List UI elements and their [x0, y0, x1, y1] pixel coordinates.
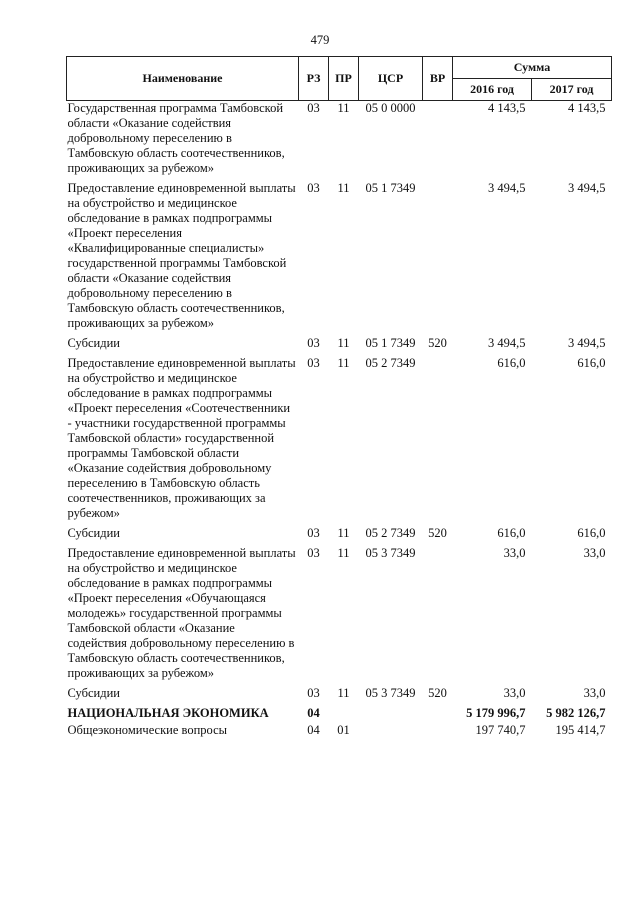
row-pr: 11 — [337, 546, 350, 560]
row-rz: 03 — [307, 546, 320, 560]
table-row — [67, 526, 612, 546]
row-csr: 05 1 7349 — [365, 336, 416, 350]
row-sum-2016: 3 494,5 — [488, 336, 526, 350]
row-pr: 01 — [337, 723, 350, 737]
row-vr: 520 — [428, 526, 447, 540]
row-rz: 03 — [307, 686, 320, 700]
row-sum-2017: 33,0 — [583, 546, 606, 560]
header-year-2016: 2016 год — [453, 79, 532, 101]
row-csr: 05 3 7349 — [365, 546, 416, 560]
row-name: Предоставление единовременной выплаты на обустройство и медицинское обследование в рамках подпрограммы «Проект переселения «Квалифицированные специалисты» государственной программы Тамбовской области «Оказание содействия добровольному переселению в Тамбовскую область соотечественников, проживающих за рубежом» — [67, 181, 296, 330]
row-sum-2016: 5 179 996,7 — [466, 706, 526, 720]
row-name: Общеэкономические вопросы — [67, 723, 228, 737]
row-sum-2017: 195 414,7 — [555, 723, 606, 737]
row-name: Субсидии — [67, 336, 120, 350]
row-csr: 05 1 7349 — [365, 181, 416, 195]
row-rz: 03 — [307, 336, 320, 350]
row-pr: 11 — [337, 336, 350, 350]
row-name: Предоставление единовременной выплаты на обустройство и медицинское обследование в рамках подпрограммы «Проект переселения «Соотечественники - участники государственной программы Тамбовской области» государственной программы Тамбовской области «Оказание содействия добровольному переселению в Тамбовскую область соотечественников, проживающих за рубежом» — [67, 356, 296, 520]
row-csr — [359, 723, 423, 743]
header-year-2017: 2017 год — [532, 79, 612, 101]
row-rz: 04 — [307, 723, 320, 737]
header-sum: Сумма — [453, 57, 612, 79]
row-sum-2017: 5 982 126,7 — [546, 706, 606, 720]
row-vr — [423, 181, 453, 336]
row-sum-2016: 4 143,5 — [488, 101, 526, 115]
table-row — [67, 356, 612, 526]
row-sum-2017: 33,0 — [583, 686, 606, 700]
row-vr — [423, 356, 453, 526]
row-sum-2016: 616,0 — [497, 526, 526, 540]
table-row — [67, 181, 612, 336]
row-sum-2016: 33,0 — [503, 546, 526, 560]
row-rz: 03 — [307, 356, 320, 370]
row-csr — [359, 706, 423, 723]
row-sum-2016: 616,0 — [497, 356, 526, 370]
table-row — [67, 723, 612, 743]
header-pr: ПР — [329, 57, 359, 101]
row-name: Субсидии — [67, 526, 120, 540]
row-sum-2017: 616,0 — [577, 526, 606, 540]
table-row — [67, 336, 612, 356]
row-rz: 04 — [307, 706, 320, 720]
table-row — [67, 706, 612, 723]
row-sum-2016: 197 740,7 — [475, 723, 526, 737]
table-row — [67, 686, 612, 706]
header-vr: ВР — [423, 57, 453, 101]
row-csr: 05 2 7349 — [365, 356, 416, 370]
row-vr — [423, 101, 453, 182]
row-name: НАЦИОНАЛЬНАЯ ЭКОНОМИКА — [67, 706, 269, 720]
row-sum-2017: 3 494,5 — [568, 181, 606, 195]
row-name: Предоставление единовременной выплаты на обустройство и медицинское обследование в рамках подпрограммы «Проект переселения «Обучающаяся молодежь» государственной программы Тамбовской области «Оказание содействия добровольному переселению в Тамбовскую область соотечественников, проживающих за рубежом» — [67, 546, 296, 680]
row-pr: 11 — [337, 526, 350, 540]
row-vr: 520 — [428, 336, 447, 350]
row-vr — [423, 546, 453, 686]
header-csr: ЦСР — [359, 57, 423, 101]
row-sum-2016: 3 494,5 — [488, 181, 526, 195]
row-pr: 11 — [337, 181, 350, 195]
row-vr: 520 — [428, 686, 447, 700]
row-vr — [423, 706, 453, 723]
row-rz: 03 — [307, 181, 320, 195]
row-rz: 03 — [307, 526, 320, 540]
row-pr — [329, 706, 359, 723]
row-name: Субсидии — [67, 686, 120, 700]
header-name: Наименование — [67, 57, 299, 101]
row-csr: 05 0 0000 — [365, 101, 416, 115]
header-rz: РЗ — [299, 57, 329, 101]
table-header — [67, 57, 612, 101]
row-vr — [423, 723, 453, 743]
row-sum-2016: 33,0 — [503, 686, 526, 700]
budget-table — [66, 56, 612, 743]
page-number: 479 — [310, 33, 330, 47]
table-row — [67, 101, 612, 182]
row-pr: 11 — [337, 356, 350, 370]
table-body — [67, 101, 612, 744]
row-csr: 05 2 7349 — [365, 526, 416, 540]
row-sum-2017: 4 143,5 — [568, 101, 606, 115]
table-row — [67, 546, 612, 686]
row-pr: 11 — [337, 686, 350, 700]
row-rz: 03 — [307, 101, 320, 115]
row-sum-2017: 616,0 — [577, 356, 606, 370]
row-pr: 11 — [337, 101, 350, 115]
row-name: Государственная программа Тамбовской области «Оказание содействия добровольному переселению в Тамбовскую область соотечественников, проживающих за рубежом» — [67, 101, 285, 175]
row-csr: 05 3 7349 — [365, 686, 416, 700]
row-sum-2017: 3 494,5 — [568, 336, 606, 350]
